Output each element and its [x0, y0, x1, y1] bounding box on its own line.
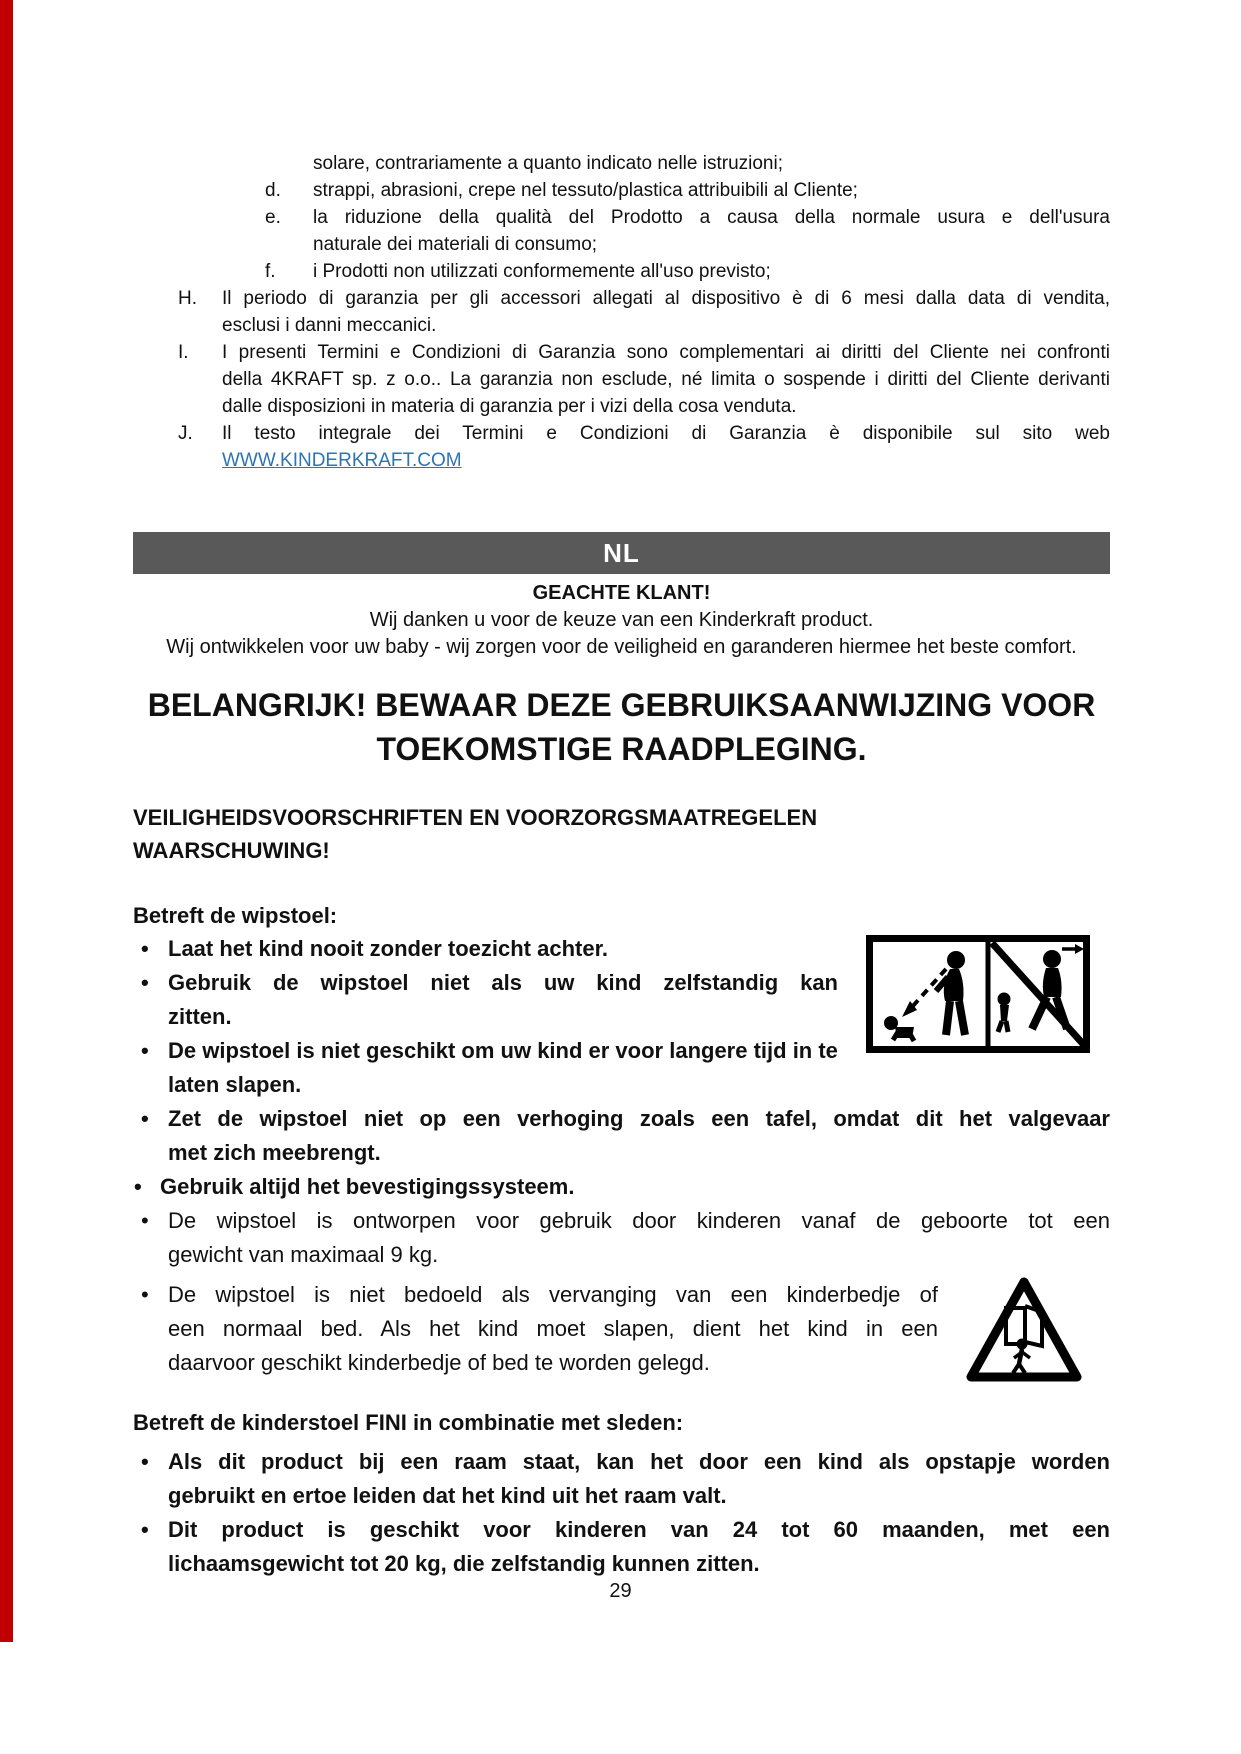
list-item-I: [133, 339, 1110, 420]
safety-heading: [133, 801, 1110, 867]
tagline-line: Wij ontwikkelen voor uw baby - wij zorgen voor de veiligheid en garanderen hiermee het beste comfort.: [166, 636, 1077, 658]
bullet-item: [133, 1204, 1110, 1272]
bullet-item: [133, 1513, 1110, 1581]
bullet-item: [133, 966, 1110, 1034]
italian-warranty-section: [133, 0, 1110, 474]
bullet-glyph: •: [141, 1208, 149, 1233]
important-heading-line1: BELANGRIJK! BEWAAR DEZE GEBRUIKSAANWIJZING VOOR: [147, 687, 1096, 723]
bullet-line: zitten.: [168, 1004, 232, 1029]
important-heading: [133, 683, 1110, 771]
bullet-line: gebruikt en ertoe leiden dat het kind uit het raam valt.: [168, 1483, 727, 1508]
list-item-H: [133, 285, 1110, 339]
bullet-item: [133, 1170, 1110, 1204]
bullet-glyph: •: [141, 936, 149, 961]
bullet-line: De wipstoel is niet geschikt om uw kind er voor langere tijd in te laten slapen.: [168, 1038, 838, 1097]
bullet-item: [133, 1034, 1110, 1102]
important-heading-line2: TOEKOMSTIGE RAADPLEGING.: [376, 731, 867, 767]
bullet-glyph: •: [134, 1174, 142, 1199]
bullet-glyph: •: [141, 1517, 149, 1542]
list-line: della 4KRAFT sp. z o.o.. La garanzia non esclude, né limita o sospende i diritti del Cliente derivanti: [222, 369, 1110, 390]
list-line: Il periodo di garanzia per gli accessori allegati al dispositivo è di 6 mesi dalla data di vendita,: [222, 288, 1110, 309]
list-marker: e.: [265, 207, 281, 228]
fini-heading: Betreft de kinderstoel FINI in combinatie met sleden:: [133, 1410, 684, 1435]
bullet-line: met zich meebrengt.: [168, 1140, 381, 1165]
bullet-line: De wipstoel is niet bedoeld als vervanging van een kinderbedje of: [168, 1282, 938, 1307]
list-line: I presenti Termini e Condizioni di Garanzia sono complementari ai diritti del Cliente nei confronti: [222, 342, 1110, 363]
kinderkraft-website-link[interactable]: WWW.KINDERKRAFT.COM: [222, 450, 462, 471]
bullet-item: [133, 1278, 1110, 1380]
bullet-glyph: •: [141, 1038, 149, 1063]
language-code-label: NL: [603, 537, 640, 568]
list-line: solare, contrariamente a quanto indicato nelle istruzioni;: [313, 153, 783, 174]
bullet-glyph: •: [141, 1282, 149, 1307]
list-line: strappi, abrasioni, crepe nel tessuto/plastica attribuibili al Cliente;: [313, 180, 858, 201]
page-content: [133, 0, 1110, 1581]
bullet-line: een normaal bed. Als het kind moet slapen, dient het kind in een: [168, 1316, 938, 1341]
bullet-line: lichaamsgewicht tot 20 kg, die zelfstandig kunnen zitten.: [168, 1551, 760, 1576]
thanks-line: Wij danken u voor de keuze van een Kinderkraft product.: [369, 609, 874, 631]
bullet-item: [133, 932, 1110, 966]
wipstoel-heading: Betreft de wipstoel:: [133, 903, 338, 928]
list-item-d: [133, 177, 1110, 204]
safety-heading-line2: WAARSCHUWING!: [133, 838, 330, 863]
bullet-glyph: •: [141, 1106, 149, 1131]
bullet-glyph: •: [141, 970, 149, 995]
bullet-item: [133, 1102, 1110, 1170]
list-line: Il testo integrale dei Termini e Condizioni di Garanzia è disponibile sul sito web: [222, 423, 1110, 444]
list-line: esclusi i danni meccanici.: [222, 315, 437, 336]
bullet-glyph: •: [141, 1449, 149, 1474]
wipstoel-section: [133, 899, 1110, 1380]
page-number: 29: [609, 1580, 632, 1602]
fini-section: [133, 1406, 1110, 1581]
list-line: i Prodotti non utilizzati conformemente all'uso previsto;: [313, 261, 771, 282]
list-line: naturale dei materiali di consumo;: [313, 234, 598, 255]
list-marker: I.: [178, 342, 189, 363]
list-line: la riduzione della qualità del Prodotto a causa della normale usura e dell'usura: [313, 207, 1110, 228]
bullet-line: Gebruik altijd het bevestigingssysteem.: [160, 1174, 575, 1199]
list-marker: f.: [265, 261, 276, 282]
bullet-line: gewicht van maximaal 9 kg.: [168, 1242, 439, 1267]
red-accent-bar: [0, 0, 13, 1642]
bullet-line: Laat het kind nooit zonder toezicht achter.: [168, 936, 609, 961]
bullet-item: [133, 1445, 1110, 1513]
list-item-e: [133, 204, 1110, 258]
language-section-banner: [133, 532, 1110, 574]
greeting-line: GEACHTE KLANT!: [532, 582, 711, 604]
list-marker: J.: [178, 423, 193, 444]
list-line: dalle disposizioni in materia di garanzia per i vizi della cosa venduta.: [222, 396, 797, 417]
safety-heading-line1: VEILIGHEIDSVOORSCHRIFTEN EN VOORZORGSMAATREGELEN: [133, 805, 818, 830]
bullet-line: Dit product is geschikt voor kinderen van 24 tot 60 maanden, met een: [168, 1517, 1110, 1542]
list-marker: H.: [178, 288, 197, 309]
list-item-f: [133, 258, 1110, 285]
bullet-line: daarvoor geschikt kinderbedje of bed te worden gelegd.: [168, 1350, 710, 1375]
bullet-line: Gebruik de wipstoel niet als uw kind zelfstandig kan: [168, 970, 838, 995]
list-line: [133, 447, 1110, 474]
bullet-line: Als dit product bij een raam staat, kan het door een kind als opstapje worden: [168, 1449, 1110, 1474]
bullet-line: De wipstoel is ontworpen voor gebruik door kinderen vanaf de geboorte tot een: [168, 1208, 1110, 1233]
bullet-line: Zet de wipstoel niet op een verhoging zoals een tafel, omdat dit het valgevaar: [168, 1106, 1110, 1131]
list-item-J: [133, 420, 1110, 474]
list-marker: d.: [265, 180, 281, 201]
